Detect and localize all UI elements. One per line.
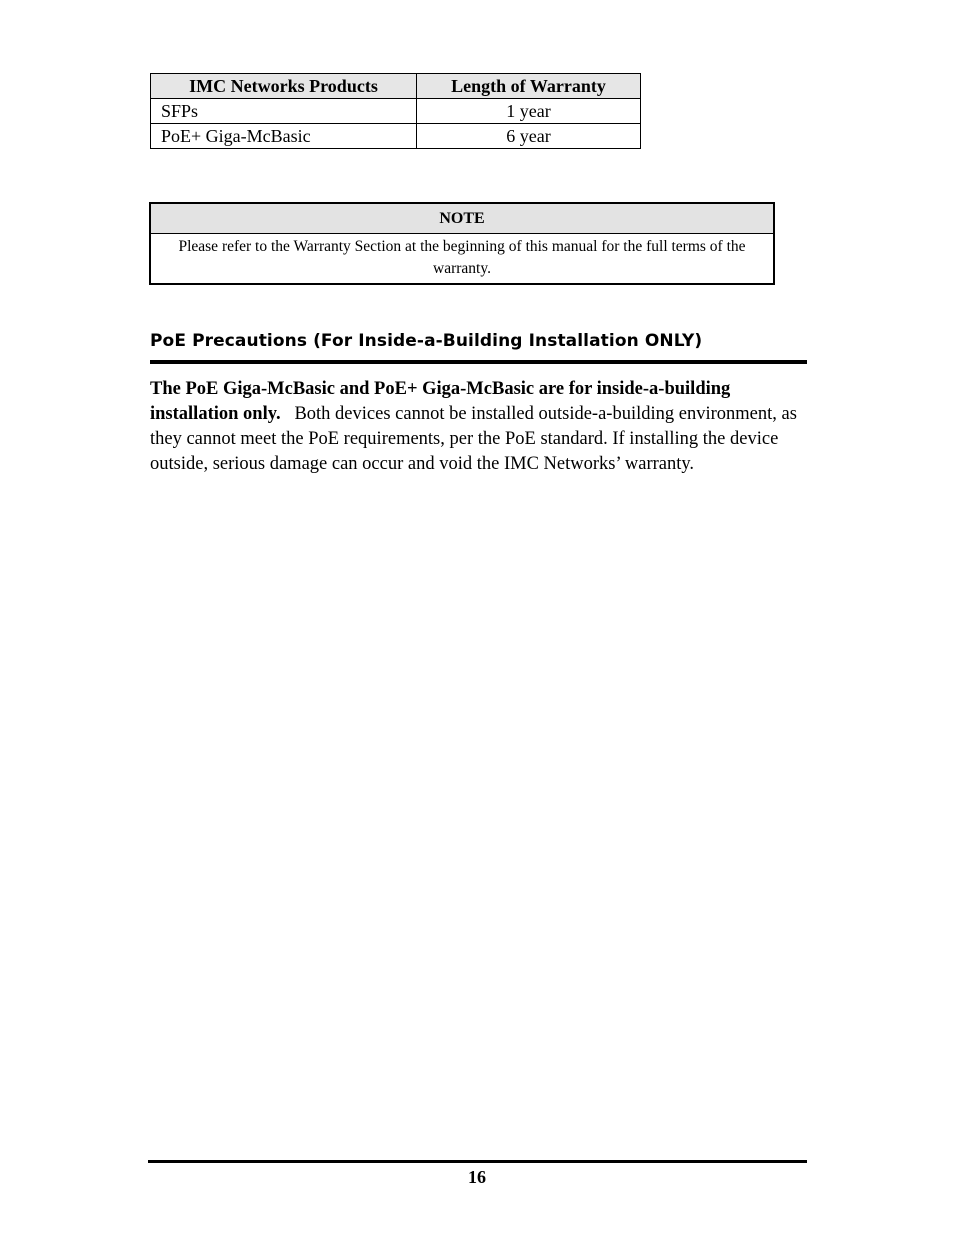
- product-cell: PoE+ Giga-McBasic: [151, 124, 417, 149]
- header-length: Length of Warranty: [417, 74, 641, 99]
- length-cell: 1 year: [417, 99, 641, 124]
- bold-lead-text: The PoE Giga-McBasic and PoE+ Giga-McBasic are for inside-a-building installation only.: [150, 379, 731, 424]
- table-row: [151, 124, 641, 149]
- heading-divider: [150, 360, 807, 364]
- product-cell: SFPs: [151, 99, 417, 124]
- table-header-row: [151, 74, 641, 99]
- page-number: 16: [468, 1167, 486, 1187]
- length-cell: 6 year: [417, 124, 641, 149]
- body-paragraph: [150, 377, 810, 477]
- warranty-table: [150, 73, 641, 149]
- note-title: NOTE: [151, 204, 773, 234]
- footer-divider: [148, 1160, 807, 1163]
- section-heading: PoE Precautions (For Inside-a-Building Installation ONLY): [150, 331, 703, 351]
- note-box: [149, 202, 775, 285]
- note-text: Please refer to the Warranty Section at the beginning of this manual for the full terms of the warranty.: [178, 238, 746, 277]
- header-products: IMC Networks Products: [151, 74, 417, 99]
- table-row: [151, 99, 641, 124]
- body-text: Both devices cannot be installed outside-a-building environment, as they cannot meet the PoE requirements, per the PoE standard. If installing the device outside, serious damage can occur and void the IMC Networks’ warranty.: [150, 404, 797, 474]
